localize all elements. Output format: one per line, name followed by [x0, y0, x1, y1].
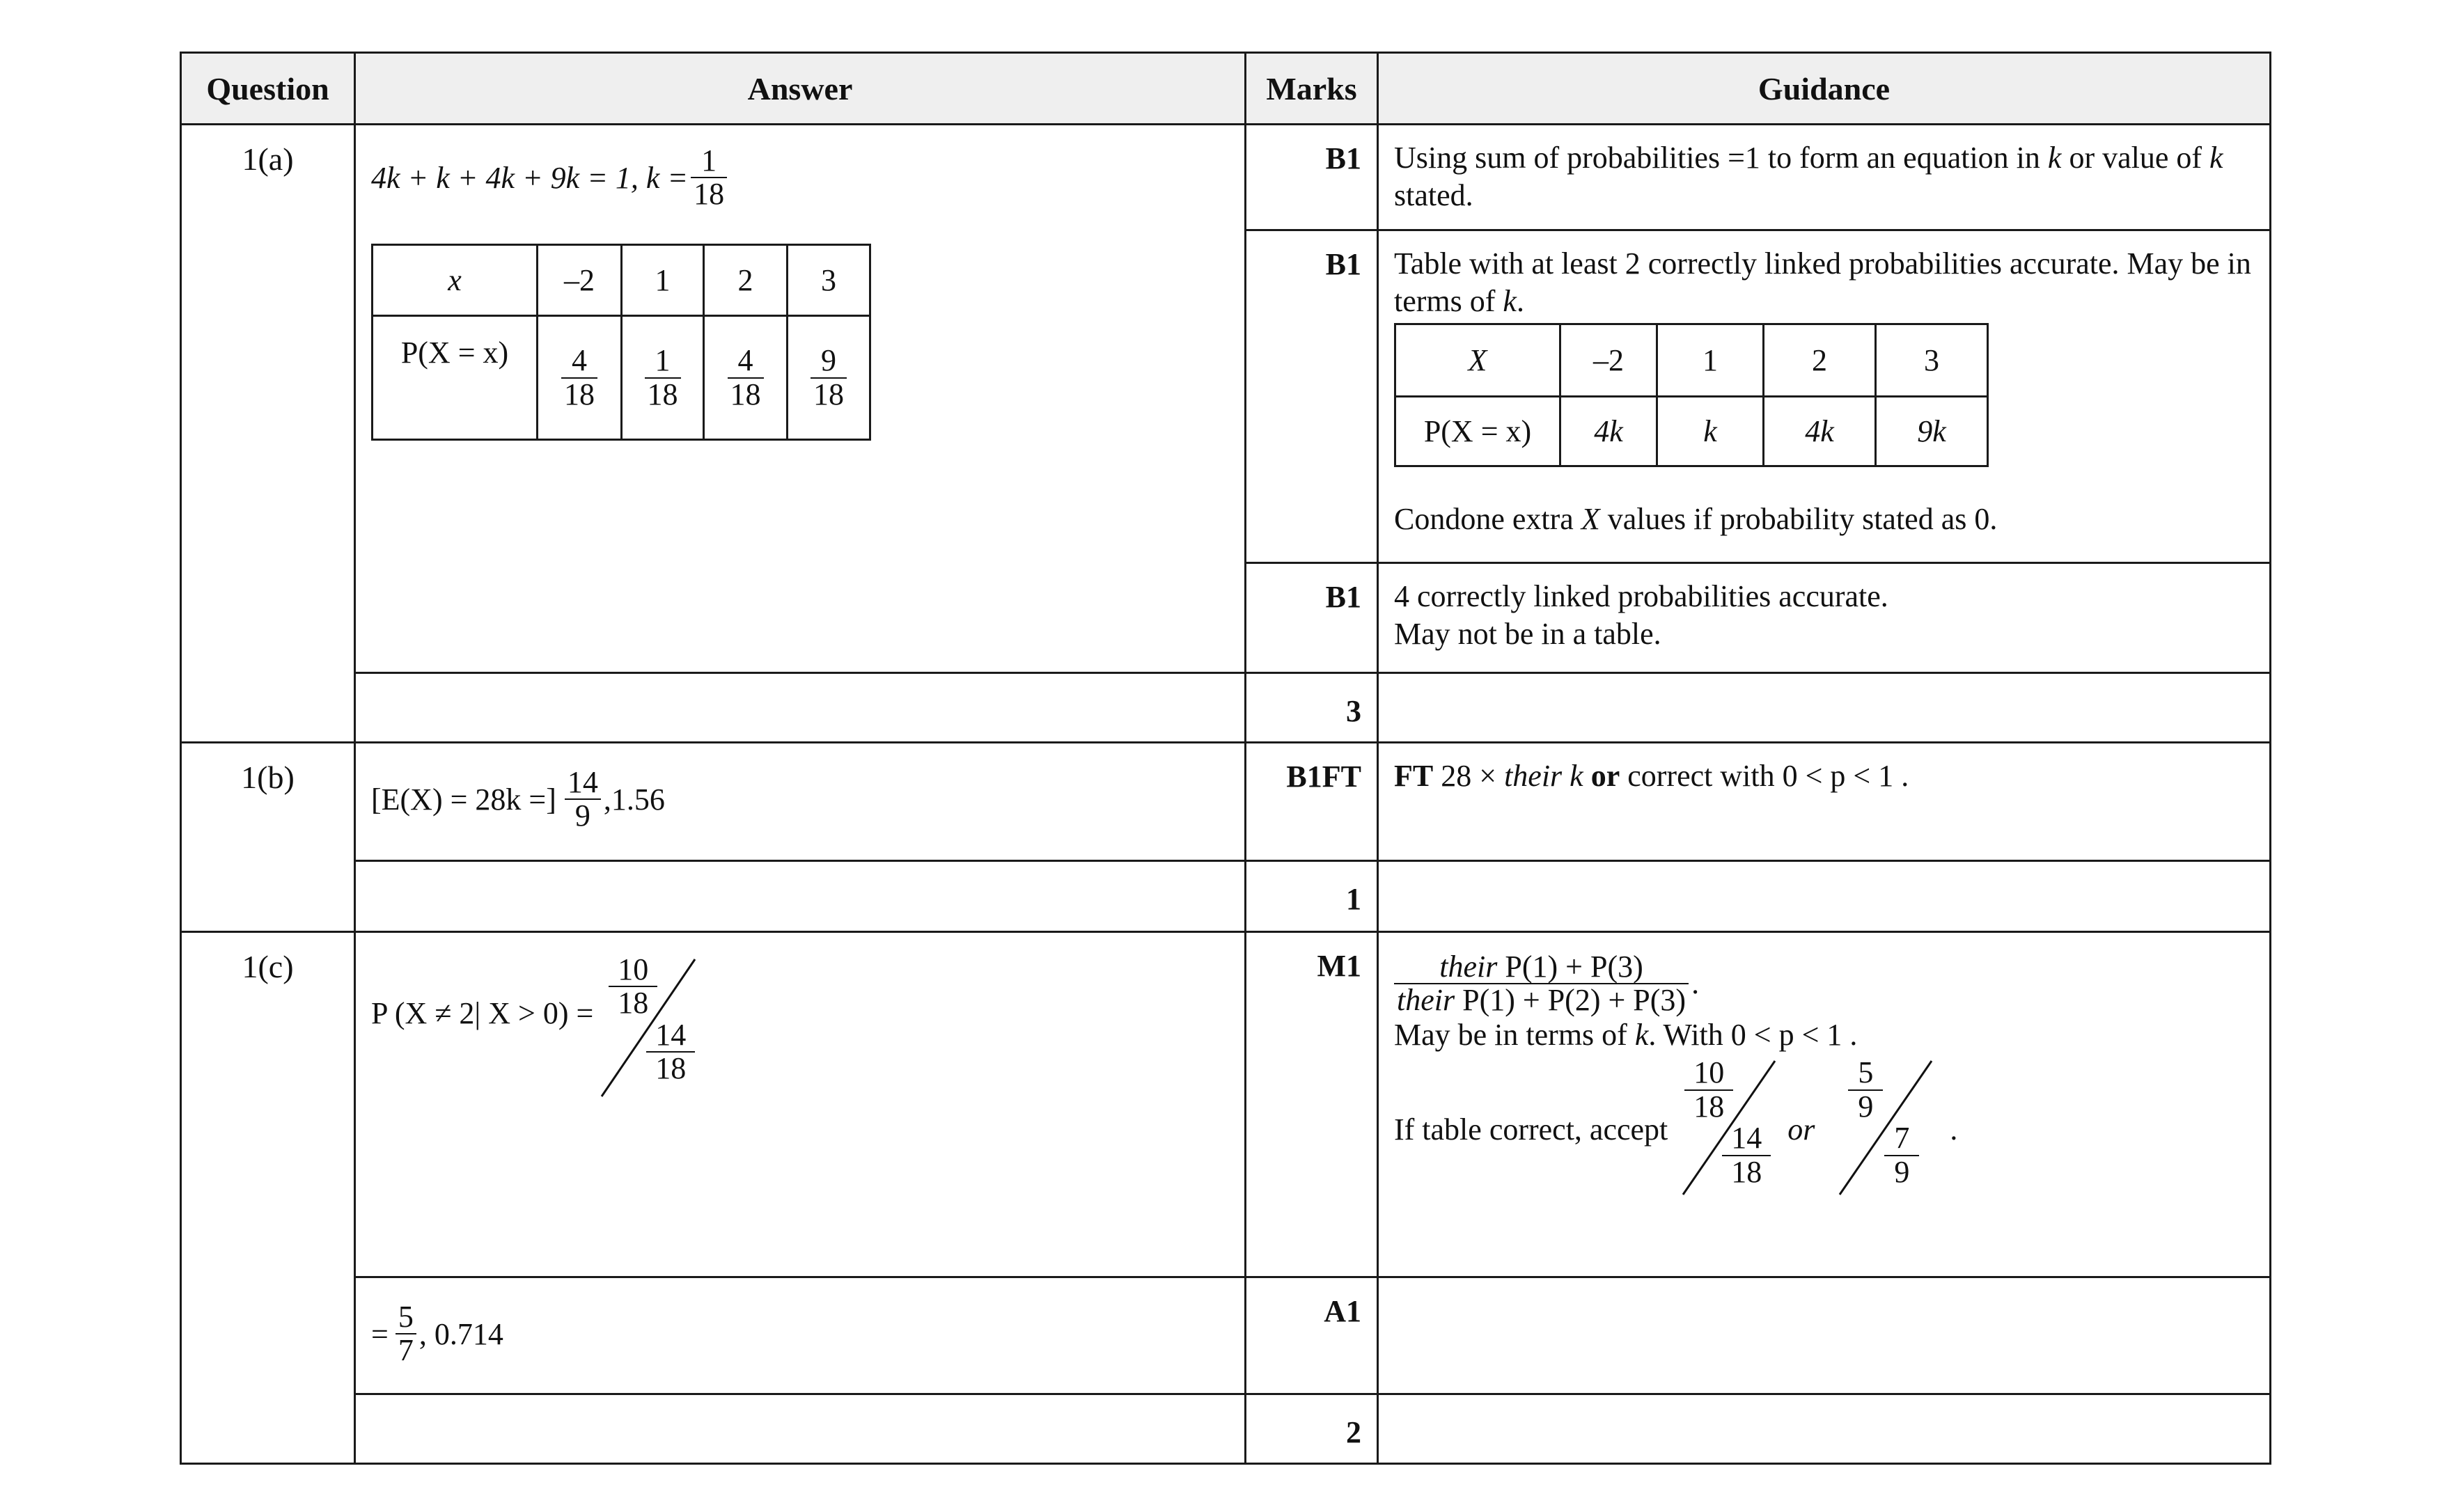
table-cell: 3 — [788, 245, 870, 316]
guidance-1a-1: Using sum of probabilities =1 to form an equation in k or value of k stated. — [1378, 125, 2271, 230]
q1a-equation: 4k + k + 4k + 9k = 1, k = $\frac{1}{18}$ — [371, 139, 1229, 216]
mark-b1: B1 — [1246, 230, 1378, 563]
mark-a1: A1 — [1246, 1277, 1378, 1394]
slash-fraction: 10 18 14 18 — [597, 954, 709, 1107]
total-marks-1b: 1 — [1246, 861, 1378, 932]
table-cell: P(X = x) — [373, 316, 538, 440]
table-cell: P(X = x) — [1395, 397, 1560, 466]
empty-guidance — [1378, 1394, 2271, 1464]
q1a-total-row — [181, 673, 2271, 743]
q1c-row-1 — [181, 932, 2271, 1277]
table-cell: k — [1657, 397, 1764, 466]
empty-answer — [355, 1394, 1246, 1464]
guidance-1b: FT 28 × their k or correct with 0 < p < 1 . — [1378, 743, 2271, 861]
table-cell: –2 — [1560, 324, 1657, 397]
slash-fraction: 10 18 14 18 — [1679, 1057, 1783, 1203]
table-cell: 9k — [1876, 397, 1988, 466]
mark-b1ft: B1FT — [1246, 743, 1378, 861]
table-cell: $\frac{9}{18}$ — [788, 316, 870, 440]
header-guidance: Guidance — [1378, 53, 2271, 125]
q1b-total-row — [181, 861, 2271, 932]
mark-b1: B1 — [1246, 563, 1378, 673]
table-cell: 2 — [1764, 324, 1876, 397]
table-cell: x — [373, 245, 538, 316]
total-marks-1a: 3 — [1246, 673, 1378, 743]
table-cell: 1 — [1657, 324, 1764, 397]
q1a-row-1 — [181, 125, 2271, 230]
fraction: $\frac{1}{18}$ — [691, 145, 727, 210]
table-cell: X — [1395, 324, 1560, 397]
guidance-1a-2: Table with at least 2 correctly linked probabilities accurate. May be in terms of k. X –2 1 2 3 P(X = x) 4k k 4k 9k Condone extra X values if probability stated as 0. — [1378, 230, 2271, 563]
q1c-row-2 — [181, 1277, 2271, 1394]
slash-fraction: 5 9 7 9 — [1836, 1057, 1940, 1203]
table-cell: 3 — [1876, 324, 1988, 397]
empty-guidance — [1378, 673, 2271, 743]
guidance-1c: $\frac{\text{their P(1) + P(3)}}{\text{their P(1) + P(2) + P(3)}}$ . May be in terms of k. With 0 < p < 1 . If table correct, accept 10 18 14 18 or 5 9 7 9 . — [1378, 932, 2271, 1277]
slash-line — [1679, 1057, 1783, 1203]
question-label-1a: 1(a) — [181, 125, 355, 743]
q1c-answer-2: = $\frac{5}{7}$ , 0.714 — [355, 1277, 1246, 1394]
table-cell: 4k — [1764, 397, 1876, 466]
table-cell: –2 — [538, 245, 622, 316]
table-cell: $\frac{4}{18}$ — [704, 316, 788, 440]
header-marks: Marks — [1246, 53, 1378, 125]
slash-line — [597, 954, 709, 1107]
question-label-1c: 1(c) — [181, 932, 355, 1464]
empty-answer — [355, 673, 1246, 743]
header-row — [181, 53, 2271, 125]
slash-line — [1836, 1057, 1940, 1203]
guidance-1a-3: 4 correctly linked probabilities accurate. May not be in a table. — [1378, 563, 2271, 673]
mark-b1: B1 — [1246, 125, 1378, 230]
empty-answer — [355, 861, 1246, 932]
table-cell: 1 — [622, 245, 704, 316]
mark-m1: M1 — [1246, 932, 1378, 1277]
table-cell: 2 — [704, 245, 788, 316]
q1b-row-1 — [181, 743, 2271, 861]
table-cell: $\frac{1}{18}$ — [622, 316, 704, 440]
q1c-answer: P (X ≠ 2| X > 0) = 10 18 14 18 — [355, 932, 1246, 1277]
q1c-total-row — [181, 1394, 2271, 1464]
empty-guidance — [1378, 1277, 2271, 1394]
q1a-probability-table — [371, 244, 871, 441]
guidance-table — [1394, 323, 1989, 467]
q1b-answer: [E(X) = 28k =] $\frac{14}{9}$ ,1.56 — [355, 743, 1246, 861]
total-marks-1c: 2 — [1246, 1394, 1378, 1464]
empty-guidance — [1378, 861, 2271, 932]
table-cell: $\frac{4}{18}$ — [538, 316, 622, 440]
q1a-answer — [355, 125, 1246, 673]
mark-scheme-table — [180, 52, 2271, 1465]
header-question: Question — [181, 53, 355, 125]
table-cell: 4k — [1560, 397, 1657, 466]
question-label-1b: 1(b) — [181, 743, 355, 932]
header-answer: Answer — [355, 53, 1246, 125]
